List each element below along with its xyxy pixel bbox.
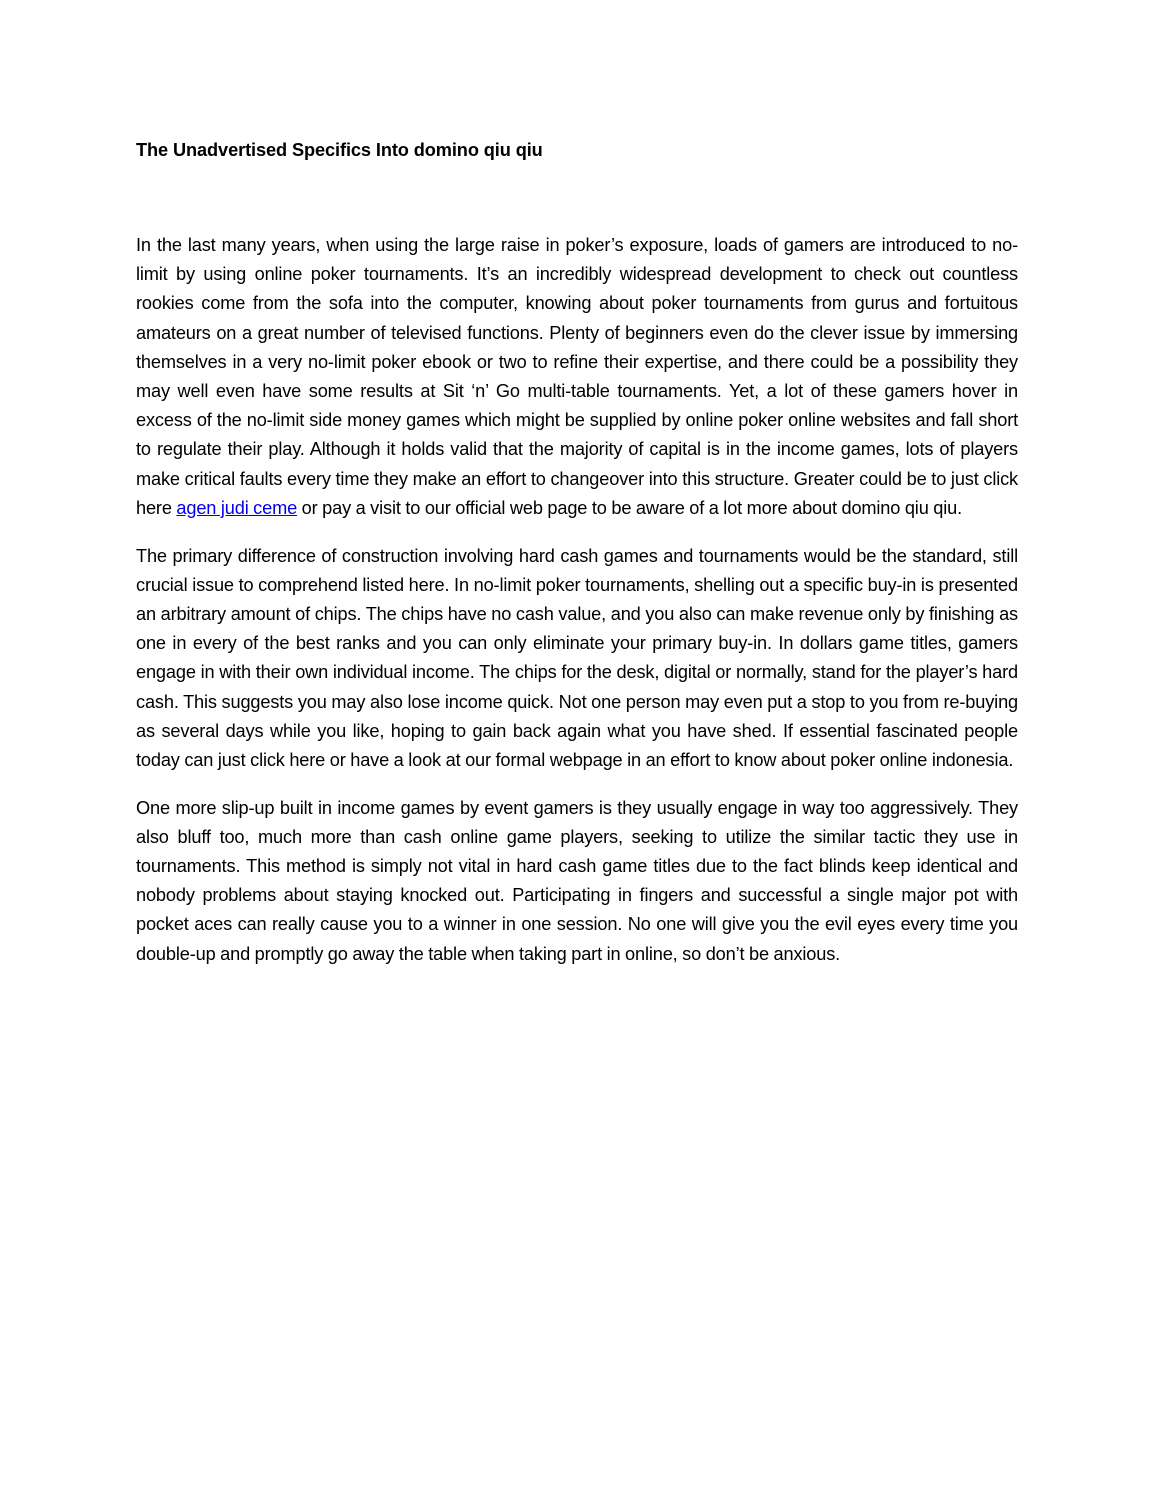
- paragraph-1-text-before-link: In the last many years, when using the large raise in poker’s exposure, loads of gamers are introduced to no-limit by using online poker tournaments. It’s an incredibly widespread development to check out countless rookies come from the sofa into the computer, knowing about poker tournaments from gurus and fortuitous amateurs on a great number of televised functions. Plenty of beginners even do the clever issue by immersing themselves in a very no-limit poker ebook or two to refine their expertise, and there could be a possibility they may well even have some results at Sit ‘n’ Go multi-table tournaments. Yet, a lot of these gamers hover in excess of the no-limit side money games which might be supplied by online poker online websites and fall short to regulate their play. Although it holds valid that the majority of capital is in the income games, lots of players make critical faults every time they make an effort to changeover into this structure. Greater could be to just click here: [136, 235, 1018, 518]
- paragraph-2: The primary difference of construction involving hard cash games and tournaments would be the standard, still crucial issue to comprehend listed here. In no-limit poker tournaments, shelling out a specific buy-in is presented an arbitrary amount of chips. The chips have no cash value, and you also can make revenue only by finishing as one in every of the best ranks and you can only eliminate your primary buy-in. In dollars game titles, gamers engage in with their own individual income. The chips for the desk, digital or normally, stand for the player’s hard cash. This suggests you may also lose income quick. Not one person may even put a stop to you from re-buying as several days while you like, hoping to gain back again what you have shed. If essential fascinated people today can just click here or have a look at our formal webpage in an effort to know about poker online indonesia.: [136, 545, 1018, 770]
- document-body: [136, 136, 1018, 969]
- paragraph-1-text-after-link: or pay a visit to our official web page to be aware of a lot more about domino qiu qiu.: [297, 497, 962, 518]
- document-title: The Unadvertised Specifics Into domino qiu qiu: [136, 140, 543, 160]
- paragraph-1: [136, 231, 1018, 523]
- paragraph-3: One more slip-up built in income games by event gamers is they usually engage in way too aggressively. They also bluff too, much more than cash online game players, seeking to utilize the similar tactic they use in tournaments. This method is simply not vital in hard cash game titles due to the fact blinds keep identical and nobody problems about staying knocked out. Participating in fingers and successful a single major pot with pocket aces can really cause you to a winner in one session. No one will give you the evil eyes every time you double-up and promptly go away the table when taking part in online, so don’t be anxious.: [136, 797, 1018, 964]
- agen-judi-ceme-link[interactable]: agen judi ceme: [176, 497, 298, 518]
